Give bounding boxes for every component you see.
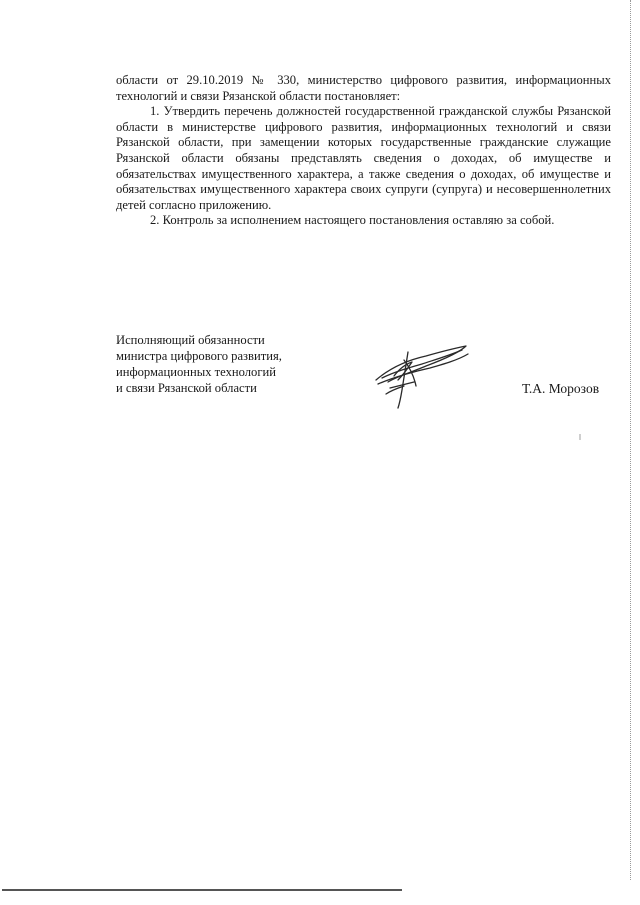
handwritten-signature-icon	[368, 338, 478, 410]
paragraph-preamble: области от 29.10.2019 № 330, министерство цифрового развития, информационных технологий и связи Рязанской области постановляет:	[116, 73, 611, 103]
signer-name: Т.А. Морозов	[522, 381, 600, 396]
document-body	[116, 73, 611, 229]
signer-position-line: министра цифрового развития,	[116, 349, 282, 363]
signer-position-line: Исполняющий обязанности	[116, 333, 265, 347]
scan-edge-right	[630, 0, 631, 880]
signer-position	[116, 332, 346, 396]
scan-edge-bottom	[2, 889, 402, 891]
scan-speck	[579, 434, 581, 440]
paragraph-item-2: 2. Контроль за исполнением настоящего постановления оставляю за собой.	[150, 213, 555, 228]
paragraph-item-1: 1. Утвердить перечень должностей государственной гражданской службы Рязанской области в министерстве цифрового развития, информационных технологий и связи Рязанской области, при замещении которых государственные гражданские служащие Рязанской области обязаны представлять сведения о доходах, об имуществе и обязательствах имущественного характера, а также сведения о доходах, об имуществе и обязательствах имущественного характера своих супруги (супруга) и несовершеннолетних детей согласно приложению.	[116, 104, 611, 212]
signer-position-line: и связи Рязанской области	[116, 381, 257, 395]
signer-position-line: информационных технологий	[116, 365, 276, 379]
